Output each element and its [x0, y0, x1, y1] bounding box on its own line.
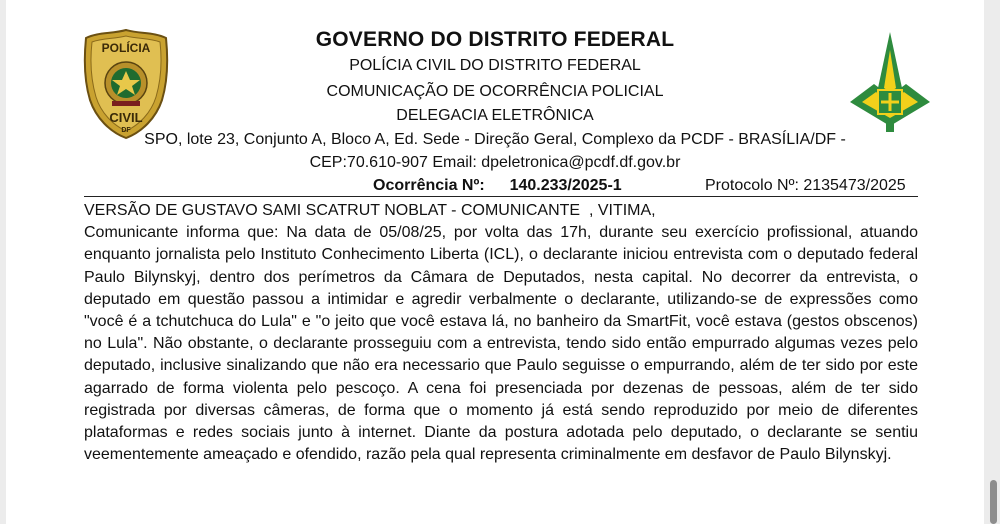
document-header [6, 0, 984, 200]
statement-narrative: Comunicante informa que: Na data de 05/08/25, por volta das 17h, durante seu exercício profissional, atuando enquanto jornalista pelo Instituto Conhecimento Liberta (ICL), o declarante iniciou entrevista com o deputado federal Paulo Bilynskyj, dentro dos perímetros da Câmara de Deputados, nesta capital. No decorrer da entrevista, o deputado em questão passou a intimidar e agredir verbalmente o declarante, utilizando-se de expressões como "você é a tchutchuca do Lula" e "o jeito que você estava lá, no banheiro da SmartFit, você estava (gestos obscenos) no Lula". Não obstante, o declarante prosseguiu com a entrevista, tendo sido então empurrado algumas vezes pelo deputado, inclusive sinalizando que não era necessario que Paulo seguisse o empurrando, além de ter sido por este agarrado de forma violenta pelo pescoço. A cena foi presenciada por dezenas de pessoas, além de ter sido registrada por diversas câmeras, de forma que o momento já está sendo reproduzido por meio de diferentes plataformas e redes sociais junto à internet. Diante da postura adotada pelo deputado, o declarante se sentiu veementemente ameaçado e ofendido, razão pela qual representa criminalmente em desfavor de Paulo Bilynskyj. [84, 224, 918, 464]
police-agency-name: POLÍCIA CIVIL DO DISTRITO FEDERAL [349, 57, 641, 74]
badge-top-text: POLÍCIA [101, 41, 151, 55]
document-type-title: COMUNICAÇÃO DE OCORRÊNCIA POLICIAL [326, 83, 664, 100]
occurrence-label: Ocorrência Nº: [373, 177, 485, 194]
badge-sub-text: DF [121, 127, 131, 134]
address-line: SPO, lote 23, Conjunto A, Bloco A, Ed. Sede - Direção Geral, Complexo da PCDF - BRASÍLIA/DF - [144, 131, 846, 148]
badge-bottom-text: CIVIL [109, 110, 143, 125]
government-title: GOVERNO DO DISTRITO FEDERAL [315, 28, 675, 51]
precinct-name: DELEGACIA ELETRÔNICA [396, 107, 594, 124]
contact-line: CEP:70.610-907 Email: dpeletronica@pcdf.df.gov.br [309, 154, 681, 171]
occurrence-number: 140.233/2025-1 [509, 177, 622, 194]
protocol-number: Protocolo Nº: 2135473/2025 [705, 177, 906, 194]
occurrence-number-field [373, 177, 622, 195]
document-page [6, 0, 984, 524]
header-divider [84, 196, 918, 197]
vertical-scrollbar[interactable] [990, 480, 997, 524]
version-line: VERSÃO DE GUSTAVO SAMI SCATRUT NOBLAT - COMUNICANTE , VITIMA, [84, 202, 656, 219]
statement-section [84, 200, 918, 466]
occurrence-line [6, 177, 984, 197]
